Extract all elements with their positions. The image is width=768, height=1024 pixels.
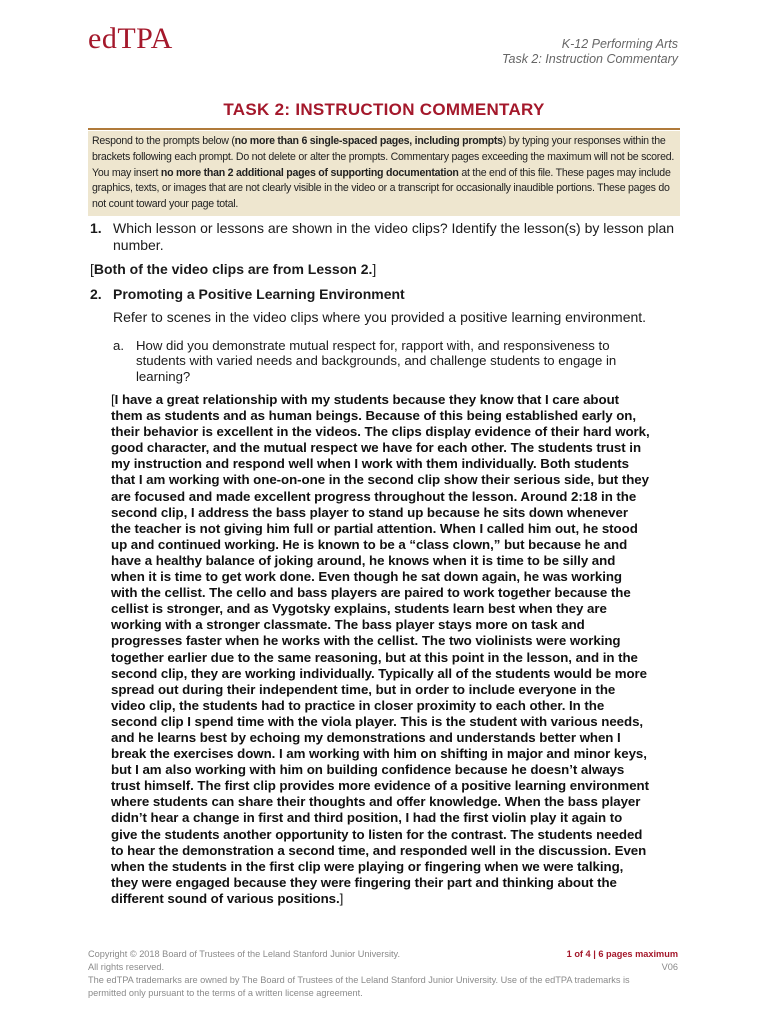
task-label: Task 2: Instruction Commentary (502, 52, 678, 66)
bracket-open: [ (111, 392, 115, 407)
instructions-text: Respond to the prompts below ( (92, 135, 235, 147)
instructions-bold: no more than 6 single-spaced pages, including prompts (234, 135, 503, 147)
bracket-close: ] (339, 890, 344, 906)
page-count: 1 of 4 | 6 pages maximum (566, 949, 678, 959)
prompt-number: 2. (90, 286, 102, 302)
version-label: V06 (661, 962, 678, 972)
instructions-box (88, 131, 680, 216)
rights-line: All rights reserved. (88, 962, 165, 972)
document-header (502, 37, 678, 67)
footer-page-info (567, 948, 678, 974)
prompt-1 (90, 220, 680, 254)
edtpa-logo: edTPA (88, 22, 173, 55)
response-1[interactable] (90, 261, 680, 278)
prompt-heading: Promoting a Positive Learning Environment (113, 286, 405, 302)
prompt-text: Which lesson or lessons are shown in the video clips? Identify the lesson(s) by lesson plan number. (113, 220, 675, 253)
bracket-open: [ (90, 261, 94, 277)
bracket-close: ] (372, 261, 377, 277)
prompt-2 (90, 286, 680, 303)
prompt-intro: Refer to scenes in the video clips where you provided a positive learning environment. (113, 309, 647, 325)
title-divider (88, 128, 680, 130)
response-text: Both of the video clips are from Lesson 2. (93, 261, 373, 277)
prompt-2a (113, 338, 643, 384)
page-title: TASK 2: INSTRUCTION COMMENTARY (223, 100, 545, 119)
instructions-text: at the end of this file. These pages may include graphics, texts, or images that are not clearly visible in the video or a transcript for occasionally inaudible portions. These pages do not count toward your page total. (92, 166, 671, 211)
instructions-text: ) by typing your responses within the brackets following each prompt. Do not delete or alter the prompts. Commentary pages exceeding the maximum will not be scored. You may insert (92, 135, 675, 179)
subject-label: K-12 Performing Arts (561, 37, 678, 51)
response-text: I have a great relationship with my students because they know that I care about them as students and as human beings. Because of this being established early on, their behavior is excellent in the videos. The clips display evidence of their hard work, good character, and the mutual respect we have for each other. The students trust in my instruction and respond well when I work with them individually. Both students that I am working with one-on-one in the second clip show their serious side, but they are focused and made excellent progress throughout the lesson. Around 2:18 in the second clip, I address the bass player to stand up because he sits down whenever the teacher is not giving him full or partial attention. When I called him out, he stood up and continued working. He is known to be a “class clown,” but because he and have a healthy balance of joking around, he knows when it is time to be silly and when it is time to get work done. Even though he sat down again, he was working with the cellist. The cello and bass players are paired to work together because the cellist is stronger, and as Vygotsky explains, students learn best when they are working with a stronger classmate. The bass player stays more on task and progresses faster when he works with the cellist. The two violinists were working together earlier due to the same reasoning, but at this point in the lesson, and in the second clip, they are working individually. Typically all of the students would be more spread out during their independent time, but in order to include everyone in the video clip, the students had to practice in closer proximity to each other. In the second clip I spend time with the viola player. This is the student with various needs, and he learns best by echoing my demonstrations and understands better when I break the exercises down. I am working with him on shifting in major and minor keys, but I am also working with him on building confidence because he doesn’t always trust himself. The first clip provides more evidence of a positive learning environment where students can share their thoughts and offer knowledge. When the bass player didn’t hear a change in first and third position, I had the first violin play it again to give the students another opportunity to listen for the contrast. The students needed to hear the demonstration a second time, and responded well in the discussion. Even when the students in the first clip were playing or fingering when we were talking, they were engaged because they were fingering their part and thinking about the different sound of various positions. (111, 392, 650, 906)
copyright-line: Copyright © 2018 Board of Trustees of the Leland Stanford Junior University. (88, 949, 400, 959)
response-2a[interactable] (111, 392, 651, 907)
instructions-bold: no more than 2 additional pages of supporting documentation (160, 166, 459, 179)
prompt-number: 1. (90, 220, 102, 236)
trademark-line: The edTPA trademarks are owned by The Board of Trustees of the Leland Stanford Junior University. Use of the edTPA trademarks is permitted only pursuant to the terms of a written license agreement. (88, 975, 630, 998)
prompt-letter: a. (113, 338, 124, 353)
prompt-text: How did you demonstrate mutual respect for, rapport with, and responsiveness to students with varied needs and backgrounds, and challenge students to engage in learning? (136, 338, 617, 384)
